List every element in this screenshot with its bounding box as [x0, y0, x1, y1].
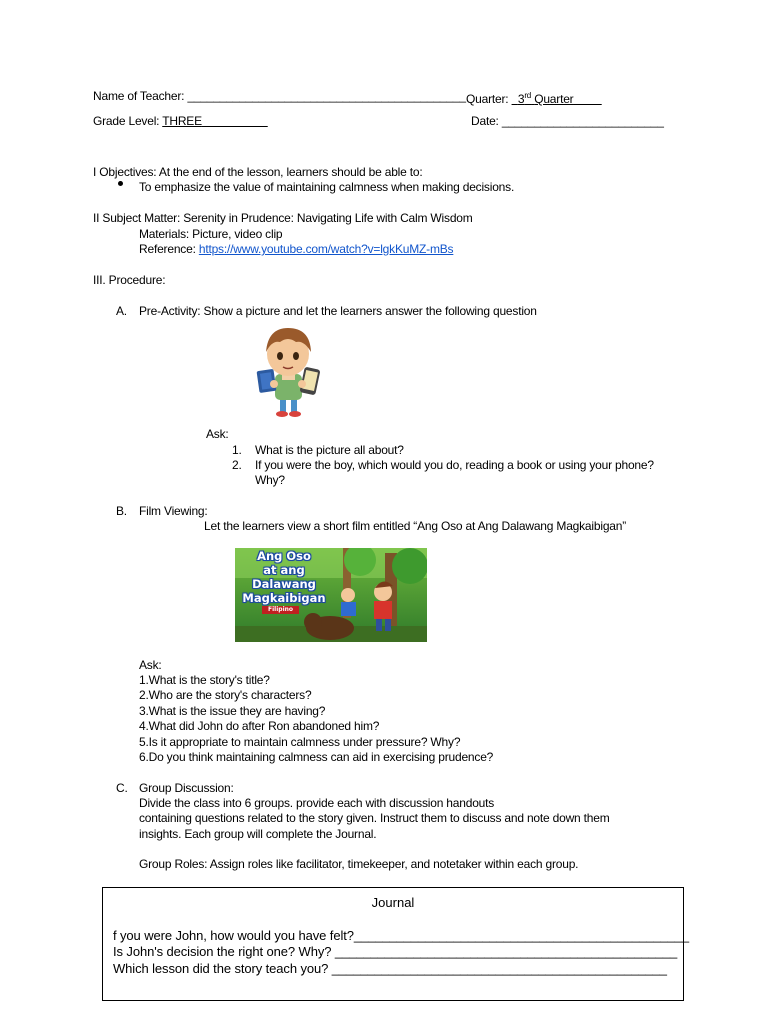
section-b-letter: B. — [116, 504, 127, 518]
film-title-line: Ang Oso — [257, 549, 311, 563]
reference-label: Reference: — [139, 242, 196, 256]
film-thumbnail-image — [235, 548, 427, 642]
section-c-line-3: insights. Each group will complete the Journal. — [139, 827, 377, 841]
grade-value-text: THREE — [162, 114, 202, 128]
film-question-5: 5.Is it appropriate to maintain calmness under pressure? Why? — [139, 735, 461, 749]
quarter-label: Quarter: — [466, 92, 509, 106]
date-blank[interactable]: _________________________ — [501, 114, 664, 128]
film-title-line: Dalawang — [252, 577, 316, 591]
bullet-icon — [118, 181, 123, 186]
film-question-4: 4.What did John do after Ron abandoned him? — [139, 719, 380, 733]
journal-prompt-1[interactable]: f you were John, how would you have felt?_______________________________________________ — [113, 928, 689, 943]
quarter-row — [466, 89, 602, 106]
journal-box — [102, 887, 689, 1001]
grade-value — [162, 114, 268, 128]
procedure-heading: III. Procedure: — [93, 273, 166, 287]
teacher-label: Name of Teacher: — [93, 89, 185, 103]
film-question-6: 6.Do you think maintaining calmness can aid in exercising prudence? — [139, 750, 494, 764]
section-a-text: Pre-Activity: Show a picture and let the learners answer the following question — [139, 304, 537, 318]
question-a2-number: 2. — [232, 458, 242, 472]
quarter-number: 3 — [517, 92, 525, 106]
section-b-heading: Film Viewing: — [139, 504, 208, 518]
section-a-ask: Ask: — [206, 427, 229, 441]
objectives-heading: I Objectives: At the end of the lesson, learners should be able to: — [93, 165, 423, 179]
teacher-name-row — [93, 89, 466, 103]
boy-with-book-and-phone-image — [238, 318, 338, 418]
quarter-suffix: rd — [524, 91, 532, 100]
film-title-line: Magkaibigan — [242, 591, 326, 605]
film-title-overlay — [235, 549, 333, 605]
section-a-letter: A. — [116, 304, 127, 318]
journal-title: Journal — [371, 895, 415, 910]
question-a1: What is the picture all about? — [255, 443, 404, 457]
film-question-1: 1.What is the story's title? — [139, 673, 270, 687]
subject-matter-heading: II Subject Matter: Serenity in Prudence: Navigating Life with Calm Wisdom — [93, 211, 473, 225]
section-c-letter: C. — [116, 781, 128, 795]
section-b-ask: Ask: — [139, 658, 162, 672]
grade-level-row — [93, 114, 268, 128]
section-c-line-1: Divide the class into 6 groups. provide each with discussion handouts — [139, 796, 495, 810]
question-a2: If you were the boy, which would you do, reading a book or using your phone? — [255, 458, 654, 472]
film-question-2: 2.Who are the story's characters? — [139, 688, 312, 702]
question-a2-continued: Why? — [255, 473, 285, 487]
grade-label: Grade Level: — [93, 114, 160, 128]
materials-line: Materials: Picture, video clip — [139, 227, 283, 241]
question-a1-number: 1. — [232, 443, 242, 457]
journal-prompt-3[interactable]: Which lesson did the story teach you? _______________________________________________ — [113, 961, 667, 976]
teacher-blank[interactable]: ___________________________________________ — [187, 89, 466, 103]
film-title-line: at ang — [263, 563, 305, 577]
journal-prompt-2[interactable]: Is John's decision the right one? Why? ________________________________________________ — [113, 944, 678, 959]
section-c-heading: Group Discussion: — [139, 781, 234, 795]
reference-link[interactable]: https://www.youtube.com/watch?v=lgkKuMZ-mBs — [198, 242, 454, 256]
date-label: Date: — [471, 114, 499, 128]
date-row — [471, 114, 664, 128]
objective-item: To emphasize the value of maintaining calmness when making decisions. — [139, 180, 515, 194]
section-c-line-2: containing questions related to the story given. Instruct them to discuss and note down them — [139, 811, 610, 825]
reference-line — [139, 242, 453, 256]
film-question-3: 3.What is the issue they are having? — [139, 704, 326, 718]
group-roles-line: Group Roles: Assign roles like facilitator, timekeeper, and notetaker within each group. — [139, 857, 579, 871]
section-b-text: Let the learners view a short film entitled “Ang Oso at Ang Dalawang Magkaibigan” — [204, 519, 627, 533]
quarter-word: Quarter — [534, 92, 574, 106]
quarter-value — [512, 92, 602, 106]
film-language-tag: Filipino — [262, 606, 299, 614]
